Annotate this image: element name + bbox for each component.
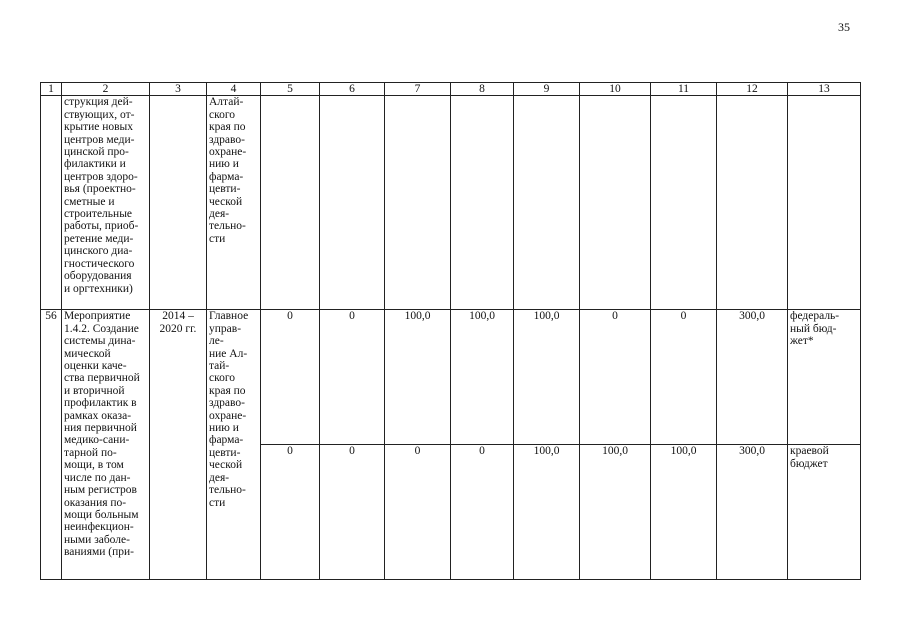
header-cell: 4 xyxy=(207,83,261,96)
table-row-federal xyxy=(41,310,861,445)
value-cell-2019: 0 xyxy=(580,310,651,445)
header-cell: 9 xyxy=(514,83,580,96)
value-cell-2020: 100,0 xyxy=(651,445,717,580)
value-cell xyxy=(320,96,385,310)
header-cell: 2 xyxy=(62,83,150,96)
executor-cell: Алтай- ского края по здраво- охране- нию и фарма- цевти- ческой дея- тельно- сти xyxy=(207,96,261,310)
value-cell xyxy=(651,96,717,310)
header-cell: 6 xyxy=(320,83,385,96)
budget-table xyxy=(40,82,861,580)
header-cell: 13 xyxy=(788,83,861,96)
value-cell-2016: 0 xyxy=(385,445,451,580)
header-row xyxy=(41,83,861,96)
value-cell-2019: 100,0 xyxy=(580,445,651,580)
header-cell: 7 xyxy=(385,83,451,96)
row-number-cell xyxy=(41,96,62,310)
header-cell: 11 xyxy=(651,83,717,96)
period-cell: 2014 – 2020 гг. xyxy=(150,310,207,580)
funding-source: краевой бюджет xyxy=(788,445,861,580)
source-cell xyxy=(788,96,861,310)
activity-description: Мероприятие 1.4.2. Создание системы дина- мической оценки каче- ства первичной и вторичной профилактик в рамках оказа- ния первичной медико-сани- тарной по- мощи, в том числе по дан- ным регистров оказания по- мощи больным неинфекцион- ными заболе- ваниями (при- xyxy=(62,310,150,580)
value-cell-2020: 0 xyxy=(651,310,717,445)
value-cell-total: 300,0 xyxy=(717,310,788,445)
value-cell-2018: 100,0 xyxy=(514,310,580,445)
row-number: 56 xyxy=(41,310,62,580)
header-cell: 8 xyxy=(451,83,514,96)
value-cell-2015: 0 xyxy=(320,445,385,580)
value-cell-2017: 100,0 xyxy=(451,310,514,445)
funding-source: федераль- ный бюд- жет* xyxy=(788,310,861,445)
header-cell: 10 xyxy=(580,83,651,96)
header-cell: 12 xyxy=(717,83,788,96)
activity-description: струкция дей- ствующих, от- крытие новых центров меди- цинской про- филактики и центров здоро- вья (проектно- сметные и строительные работы, приоб- ретение меди- цинского диа- гностического оборудования и оргтехники) xyxy=(62,96,150,310)
value-cell xyxy=(717,96,788,310)
value-cell-2018: 100,0 xyxy=(514,445,580,580)
executor-cell: Главное управ- ле- ние Ал- тай- ского края по здраво- охране- нию и фарма- цевти- ческой дея- тельно- сти xyxy=(207,310,261,580)
header-cell: 1 xyxy=(41,83,62,96)
value-cell-2015: 0 xyxy=(320,310,385,445)
value-cell-2014: 0 xyxy=(261,310,320,445)
value-cell xyxy=(580,96,651,310)
value-cell-total: 300,0 xyxy=(717,445,788,580)
value-cell xyxy=(385,96,451,310)
value-cell xyxy=(451,96,514,310)
value-cell xyxy=(261,96,320,310)
value-cell-2016: 100,0 xyxy=(385,310,451,445)
header-cell: 3 xyxy=(150,83,207,96)
value-cell xyxy=(514,96,580,310)
page-number: 35 xyxy=(838,20,850,34)
header-cell: 5 xyxy=(261,83,320,96)
continuation-row xyxy=(41,96,861,310)
period-cell xyxy=(150,96,207,310)
value-cell-2014: 0 xyxy=(261,445,320,580)
value-cell-2017: 0 xyxy=(451,445,514,580)
